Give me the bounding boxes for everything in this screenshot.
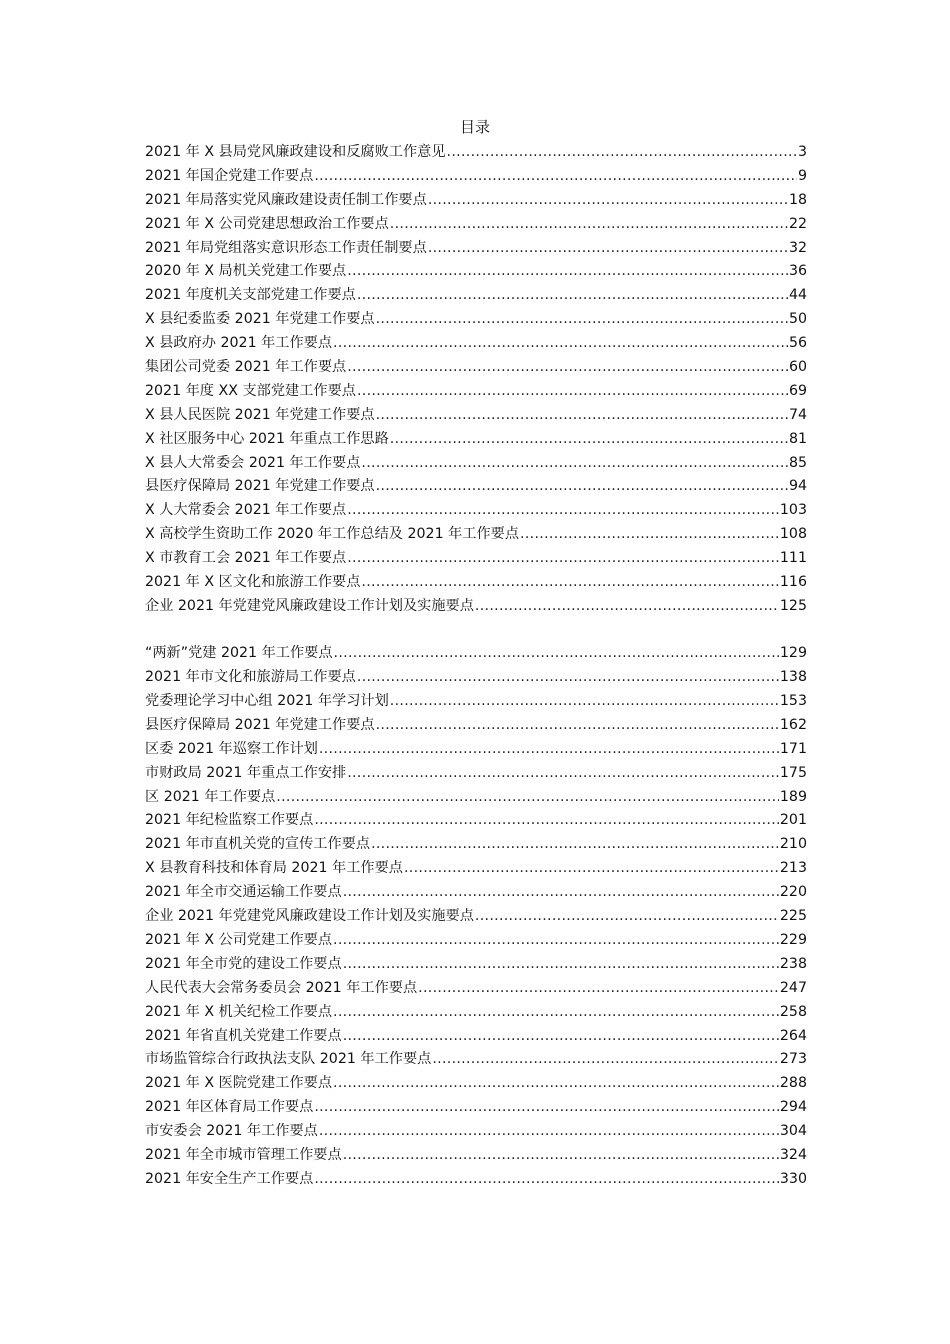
toc-entry-title: X 人大常委会 2021 年工作要点 bbox=[145, 502, 347, 519]
toc-dot-leader bbox=[475, 596, 779, 616]
toc-entry-title: X 社区服务中心 2021 年重点工作思路 bbox=[145, 430, 389, 447]
toc-entry-page-number: 116 bbox=[779, 573, 807, 590]
toc-entry[interactable] bbox=[145, 761, 807, 785]
toc-dot-leader bbox=[361, 453, 788, 473]
toc-dot-leader bbox=[357, 381, 788, 401]
toc-dot-leader bbox=[371, 834, 779, 854]
toc-entry-page-number: 32 bbox=[788, 239, 807, 256]
toc-entry[interactable] bbox=[145, 832, 807, 856]
toc-entry-title: “两新”党建 2021 年工作要点 bbox=[145, 645, 333, 662]
toc-dot-leader bbox=[333, 1073, 779, 1093]
toc-entry-page-number: 171 bbox=[779, 740, 807, 757]
toc-entry-title: 2021 年局党组落实意识形态工作责任制要点 bbox=[145, 239, 427, 256]
toc-entry-page-number: 44 bbox=[788, 287, 807, 304]
toc-entry-title: X 县人民医院 2021 年党建工作要点 bbox=[145, 406, 375, 423]
toc-entry-title: 2021 年局落实党风廉政建设责任制工作要点 bbox=[145, 191, 427, 208]
toc-entry-page-number: 162 bbox=[779, 716, 807, 733]
toc-dot-leader bbox=[520, 524, 779, 544]
toc-entry-title: 市安委会 2021 年工作要点 bbox=[145, 1123, 318, 1140]
toc-entry-title: 人民代表大会常务委员会 2021 年工作要点 bbox=[145, 979, 418, 996]
toc-dot-leader bbox=[334, 643, 779, 663]
toc-entry-title: 县医疗保障局 2021 年党建工作要点 bbox=[145, 478, 375, 495]
toc-entry-page-number: 56 bbox=[788, 335, 807, 352]
toc-dot-leader bbox=[357, 667, 779, 687]
toc-entry[interactable] bbox=[145, 1119, 807, 1143]
toc-title: 目录 bbox=[459, 118, 490, 136]
toc-entry-page-number: 129 bbox=[779, 645, 807, 662]
toc-entry[interactable] bbox=[145, 451, 807, 475]
toc-entry-page-number: 330 bbox=[779, 1170, 807, 1187]
toc-dot-leader bbox=[376, 715, 779, 735]
toc-entry[interactable] bbox=[145, 809, 807, 833]
toc-entry-title: 县医疗保障局 2021 年党建工作要点 bbox=[145, 716, 375, 733]
toc-entry-page-number: 153 bbox=[779, 693, 807, 710]
toc-entry-page-number: 60 bbox=[788, 358, 807, 375]
toc-dot-leader bbox=[347, 548, 779, 568]
toc-entry-page-number: 264 bbox=[779, 1027, 807, 1044]
toc-entry[interactable] bbox=[145, 164, 807, 188]
toc-entry-title: X 市教育工会 2021 年工作要点 bbox=[145, 550, 347, 567]
toc-entry[interactable] bbox=[145, 331, 807, 355]
toc-entry[interactable] bbox=[145, 188, 807, 212]
toc-entry-page-number: 94 bbox=[788, 478, 807, 495]
toc-entry-title: 2021 年 X 县局党风廉政建设和反腐败工作意见 bbox=[145, 143, 446, 160]
toc-entry[interactable] bbox=[145, 928, 807, 952]
toc-entry-page-number: 247 bbox=[779, 979, 807, 996]
toc-dot-leader bbox=[333, 1002, 779, 1022]
toc-entry[interactable] bbox=[145, 546, 807, 570]
toc-entry-title: 2021 年 X 医院党建工作要点 bbox=[145, 1075, 333, 1092]
toc-entry[interactable] bbox=[145, 570, 807, 594]
toc-entry[interactable] bbox=[145, 1047, 807, 1071]
toc-dot-leader bbox=[276, 787, 779, 807]
toc-dot-leader bbox=[376, 476, 788, 496]
toc-entry-title: 市财政局 2021 年重点工作安排 bbox=[145, 764, 347, 781]
toc-entry-page-number: 138 bbox=[779, 669, 807, 686]
toc-entry-title: 市场监管综合行政执法支队 2021 年工作要点 bbox=[145, 1051, 432, 1068]
toc-entry[interactable] bbox=[145, 665, 807, 689]
toc-dot-leader bbox=[347, 357, 788, 377]
toc-entry-page-number: 3 bbox=[797, 143, 807, 160]
toc-entry-title: 区 2021 年工作要点 bbox=[145, 788, 276, 805]
toc-dot-leader bbox=[319, 1121, 779, 1141]
toc-entry-title: 2021 年市直机关党的宣传工作要点 bbox=[145, 836, 371, 853]
toc-entry-page-number: 238 bbox=[779, 955, 807, 972]
toc-dot-leader bbox=[390, 214, 788, 234]
toc-dot-leader bbox=[343, 882, 779, 902]
toc-entry-title: 2021 年全市城市管理工作要点 bbox=[145, 1146, 342, 1163]
toc-entry-title: 2020 年 X 局机关党建工作要点 bbox=[145, 263, 347, 280]
toc-entry-page-number: 36 bbox=[788, 263, 807, 280]
toc-entry-page-number: 273 bbox=[779, 1051, 807, 1068]
toc-entry-page-number: 9 bbox=[797, 167, 807, 184]
toc-dot-leader bbox=[432, 1049, 779, 1069]
toc-dot-leader bbox=[333, 333, 788, 353]
toc-entry[interactable] bbox=[145, 594, 807, 618]
toc-entry-title: X 高校学生资助工作 2020 年工作总结及 2021 年工作要点 bbox=[145, 526, 520, 543]
toc-entry-title: 2021 年 X 区文化和旅游工作要点 bbox=[145, 573, 361, 590]
toc-entry-page-number: 74 bbox=[788, 406, 807, 423]
toc-entry-page-number: 81 bbox=[788, 430, 807, 447]
toc-entry-page-number: 201 bbox=[779, 812, 807, 829]
toc-entry[interactable] bbox=[145, 474, 807, 498]
toc-entry-title: 2021 年区体育局工作要点 bbox=[145, 1099, 314, 1116]
toc-entry-title: X 县纪委监委 2021 年党建工作要点 bbox=[145, 311, 375, 328]
toc-entry-page-number: 175 bbox=[779, 764, 807, 781]
toc-dot-leader bbox=[343, 954, 779, 974]
toc-dot-leader bbox=[475, 906, 779, 926]
toc-entry[interactable] bbox=[145, 1095, 807, 1119]
toc-entry-title: 2021 年全市党的建设工作要点 bbox=[145, 955, 342, 972]
toc-entry[interactable] bbox=[145, 522, 807, 546]
toc-dot-leader bbox=[314, 1169, 779, 1189]
toc-dot-leader bbox=[314, 166, 797, 186]
toc-entry-page-number: 324 bbox=[779, 1146, 807, 1163]
toc-entry[interactable] bbox=[145, 283, 807, 307]
toc-entry[interactable] bbox=[145, 498, 807, 522]
toc-entry-title: X 县教育科技和体育局 2021 年工作要点 bbox=[145, 860, 403, 877]
toc-entry[interactable] bbox=[145, 880, 807, 904]
toc-entry[interactable] bbox=[145, 1000, 807, 1024]
toc-entry-title: 集团公司党委 2021 年工作要点 bbox=[145, 358, 347, 375]
toc-entry[interactable] bbox=[145, 307, 807, 331]
toc-dot-leader bbox=[314, 810, 779, 830]
toc-entry-title: 2021 年市文化和旅游局工作要点 bbox=[145, 669, 356, 686]
toc-entry[interactable] bbox=[145, 641, 807, 665]
toc-dot-leader bbox=[428, 190, 788, 210]
toc-dot-leader bbox=[428, 238, 788, 258]
toc-entry-title: X 县人大常委会 2021 年工作要点 bbox=[145, 454, 361, 471]
toc-entry-title: 区委 2021 年巡察工作计划 bbox=[145, 740, 318, 757]
toc-dot-leader bbox=[347, 261, 788, 281]
toc-dot-leader bbox=[376, 405, 788, 425]
toc-entry-title: 2021 年 X 公司党建工作要点 bbox=[145, 931, 333, 948]
toc-entry[interactable] bbox=[145, 904, 807, 928]
toc-entry-page-number: 210 bbox=[779, 836, 807, 853]
toc-dot-leader bbox=[343, 1026, 779, 1046]
toc-entry-title: 党委理论学习中心组 2021 年学习计划 bbox=[145, 693, 389, 710]
toc-list bbox=[145, 140, 807, 1191]
toc-dot-leader bbox=[404, 858, 779, 878]
toc-entry-page-number: 85 bbox=[788, 454, 807, 471]
toc-entry-page-number: 288 bbox=[779, 1075, 807, 1092]
toc-entry[interactable] bbox=[145, 1143, 807, 1167]
toc-entry[interactable] bbox=[145, 236, 807, 260]
toc-dot-leader bbox=[447, 142, 797, 162]
toc-dot-leader bbox=[347, 763, 779, 783]
toc-dot-leader bbox=[357, 285, 788, 305]
toc-entry-page-number: 69 bbox=[788, 382, 807, 399]
toc-entry-page-number: 229 bbox=[779, 931, 807, 948]
toc-entry-page-number: 111 bbox=[779, 550, 807, 567]
toc-entry[interactable] bbox=[145, 952, 807, 976]
toc-entry-title: 2021 年 X 公司党建思想政治工作要点 bbox=[145, 215, 389, 232]
toc-entry-page-number: 18 bbox=[788, 191, 807, 208]
toc-entry-page-number: 22 bbox=[788, 215, 807, 232]
toc-entry[interactable] bbox=[145, 427, 807, 451]
toc-entry-page-number: 225 bbox=[779, 908, 807, 925]
toc-entry[interactable] bbox=[145, 1024, 807, 1048]
toc-entry[interactable] bbox=[145, 689, 807, 713]
toc-entry-title: 2021 年度机关支部党建工作要点 bbox=[145, 287, 356, 304]
toc-entry-title: 企业 2021 年党建党风廉政建设工作计划及实施要点 bbox=[145, 908, 474, 925]
toc-entry-page-number: 103 bbox=[779, 502, 807, 519]
toc-entry[interactable] bbox=[145, 403, 807, 427]
toc-dot-leader bbox=[418, 978, 779, 998]
toc-entry-title: 2021 年全市交通运输工作要点 bbox=[145, 884, 342, 901]
toc-entry[interactable] bbox=[145, 856, 807, 880]
toc-entry-page-number: 108 bbox=[779, 526, 807, 543]
toc-entry[interactable] bbox=[145, 212, 807, 236]
toc-entry[interactable] bbox=[145, 379, 807, 403]
toc-entry-title: 2021 年 X 机关纪检工作要点 bbox=[145, 1003, 333, 1020]
toc-entry[interactable] bbox=[145, 785, 807, 809]
toc-dot-leader bbox=[343, 1145, 779, 1165]
toc-dot-leader bbox=[333, 930, 779, 950]
toc-dot-leader bbox=[314, 1097, 779, 1117]
toc-entry-page-number: 213 bbox=[779, 860, 807, 877]
toc-entry-page-number: 294 bbox=[779, 1099, 807, 1116]
toc-dot-leader bbox=[376, 309, 788, 329]
toc-entry-page-number: 189 bbox=[779, 788, 807, 805]
toc-entry-page-number: 50 bbox=[788, 311, 807, 328]
toc-entry-title: X 县政府办 2021 年工作要点 bbox=[145, 335, 333, 352]
toc-entry-page-number: 258 bbox=[779, 1003, 807, 1020]
toc-entry[interactable] bbox=[145, 976, 807, 1000]
toc-dot-leader bbox=[390, 429, 788, 449]
toc-entry[interactable] bbox=[145, 737, 807, 761]
toc-entry-title: 2021 年度 XX 支部党建工作要点 bbox=[145, 382, 356, 399]
toc-entry-title: 2021 年纪检监察工作要点 bbox=[145, 812, 314, 829]
toc-entry[interactable] bbox=[145, 1167, 807, 1191]
toc-entry[interactable] bbox=[145, 713, 807, 737]
toc-dot-leader bbox=[390, 691, 779, 711]
toc-entry-title: 2021 年安全生产工作要点 bbox=[145, 1170, 314, 1187]
toc-dot-leader bbox=[347, 500, 779, 520]
toc-entry[interactable] bbox=[145, 1071, 807, 1095]
toc-entry-title: 企业 2021 年党建党风廉政建设工作计划及实施要点 bbox=[145, 597, 474, 614]
toc-dot-leader bbox=[319, 739, 779, 759]
toc-entry-title: 2021 年省直机关党建工作要点 bbox=[145, 1027, 342, 1044]
toc-entry[interactable] bbox=[145, 259, 807, 283]
toc-entry-page-number: 125 bbox=[779, 597, 807, 614]
toc-entry[interactable] bbox=[145, 355, 807, 379]
toc-entry-title: 2021 年国企党建工作要点 bbox=[145, 167, 314, 184]
toc-dot-leader bbox=[361, 572, 778, 592]
toc-entry-page-number: 304 bbox=[779, 1123, 807, 1140]
toc-entry[interactable] bbox=[145, 140, 807, 164]
toc-entry-page-number: 220 bbox=[779, 884, 807, 901]
